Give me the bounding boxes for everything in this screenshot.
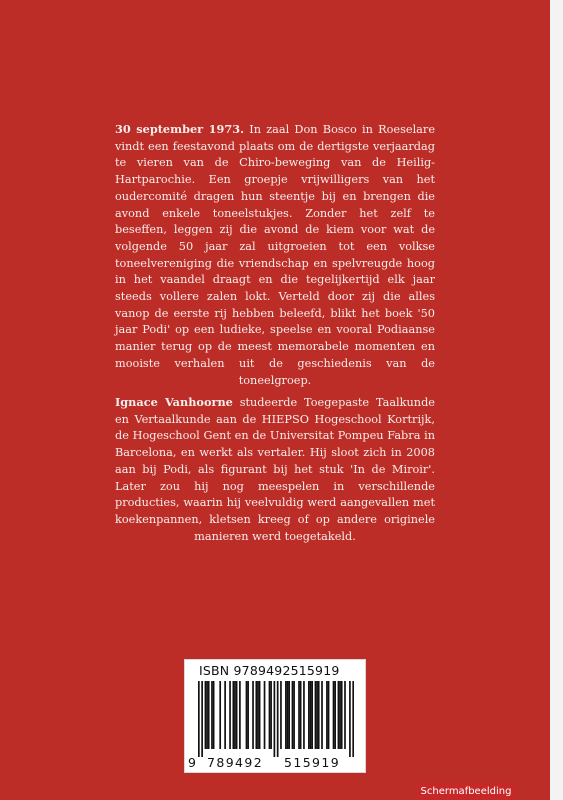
barcode-bar	[285, 681, 287, 749]
barcode-bar	[308, 681, 310, 749]
barcode-digits-right: 515919	[284, 755, 341, 770]
barcode-bar	[318, 681, 320, 749]
barcode-bar	[246, 681, 248, 749]
barcode-bar	[205, 681, 207, 749]
barcode-bar	[208, 681, 210, 749]
barcode-bar	[326, 681, 328, 749]
barcode-bar	[298, 681, 300, 749]
barcode-bar	[341, 681, 343, 749]
barcode-bar	[224, 681, 226, 749]
barcode-bar	[211, 681, 213, 749]
author-name: Ignace Vanhoorne	[115, 395, 233, 409]
barcode-bar	[334, 681, 336, 749]
barcode-bar	[270, 681, 272, 749]
barcode-bar	[247, 681, 249, 749]
barcode-bar	[344, 681, 346, 749]
barcode-bar	[333, 681, 335, 749]
barcode-bar	[300, 681, 302, 749]
barcode-bar	[352, 681, 354, 757]
barcode-bar	[303, 681, 305, 749]
barcode-bar	[293, 681, 295, 749]
barcode-bar	[349, 681, 351, 757]
barcode-bar	[287, 681, 289, 749]
barcode-bar	[257, 681, 259, 749]
barcode-bar	[288, 681, 290, 749]
barcode-bar	[201, 681, 203, 757]
barcode-bar	[311, 681, 313, 749]
barcode-bar	[315, 681, 317, 749]
blurb-paragraph	[115, 121, 435, 389]
author-bio-text: studeerde Toegepaste Taalkunde en Vertaalkunde aan de HIEPSO Hogeschool Kortrijk, de Hogeschool Gent en de Universitat Pompeu Fabra in Barcelona, en werkt als vertaler. Hij sloot zich in 2008 aan bij Podi, als figurant bij het stuk 'In de Miroir'. Later zou hij nog meespelen in verschillende producties, waarin hij veelvuldig werd aangevallen met koekenpannen, kletsen kreeg of op andere originele manieren werd toegetakeld.	[115, 396, 435, 543]
blurb-text: In zaal Don Bosco in Roeselare vindt een feestavond plaats om de dertigste verjaardag te vieren van de Chiro-beweging van de Heilig-Hartparochie. Een groepje vrijwilligers van het oudercomité dragen hun steentje bij en brengen die avond enkele toneelstukjes. Zonder het zelf te beseffen, leggen zij die avond de kiem voor wat de volgende 50 jaar zal uitgroeien tot een volkse toneelvereniging die vriendschap en spelvreugde hoog in het vaandel draagt en die tegelijkertijd elk jaar steeds vollere zalen lokt. Verteld door zij die alles vanop de eerste rij hebben beleefd, blikt het boek '50 jaar Podi' op een ludieke, speelse en vooral Podiaanse manier terug op de meest memorabele momenten en mooiste verhalen uit de geschiedenis van de toneelgroep.	[115, 123, 436, 387]
barcode-digits-left: 789492	[207, 755, 264, 770]
barcode-digit-first: 9	[188, 755, 196, 770]
page-edge	[550, 0, 563, 800]
barcode-bar	[269, 681, 271, 749]
barcode-bar	[213, 681, 215, 749]
barcode-label	[184, 659, 366, 773]
barcode-bar	[252, 681, 254, 749]
barcode-bar	[229, 681, 231, 749]
barcode-bar	[321, 681, 323, 749]
barcode-bar	[259, 681, 261, 749]
barcode-bar	[219, 681, 221, 749]
barcode-bar	[198, 681, 200, 757]
screenshot-badge: Schermafbeelding	[417, 783, 515, 800]
barcode-bar	[338, 681, 340, 749]
isbn-text: ISBN 9789492515919	[199, 663, 340, 678]
barcode-bar	[255, 681, 257, 749]
barcode-bar	[328, 681, 330, 749]
barcode-bar	[234, 681, 236, 749]
barcode-bar	[206, 681, 208, 749]
barcode-bar	[310, 681, 312, 749]
barcode-bar	[236, 681, 238, 749]
barcode-bar	[280, 681, 282, 749]
barcode-bar	[339, 681, 341, 749]
barcode-bar	[239, 681, 241, 749]
barcode-bar	[292, 681, 294, 749]
barcode-bar	[277, 681, 279, 757]
author-bio-paragraph	[115, 394, 435, 545]
barcode-bar	[232, 681, 234, 749]
blurb-date: 30 september 1973.	[115, 122, 245, 136]
barcode-bar	[274, 681, 276, 757]
barcode-bars	[198, 681, 354, 757]
barcode-bar	[264, 681, 266, 749]
barcode-bar	[316, 681, 318, 749]
